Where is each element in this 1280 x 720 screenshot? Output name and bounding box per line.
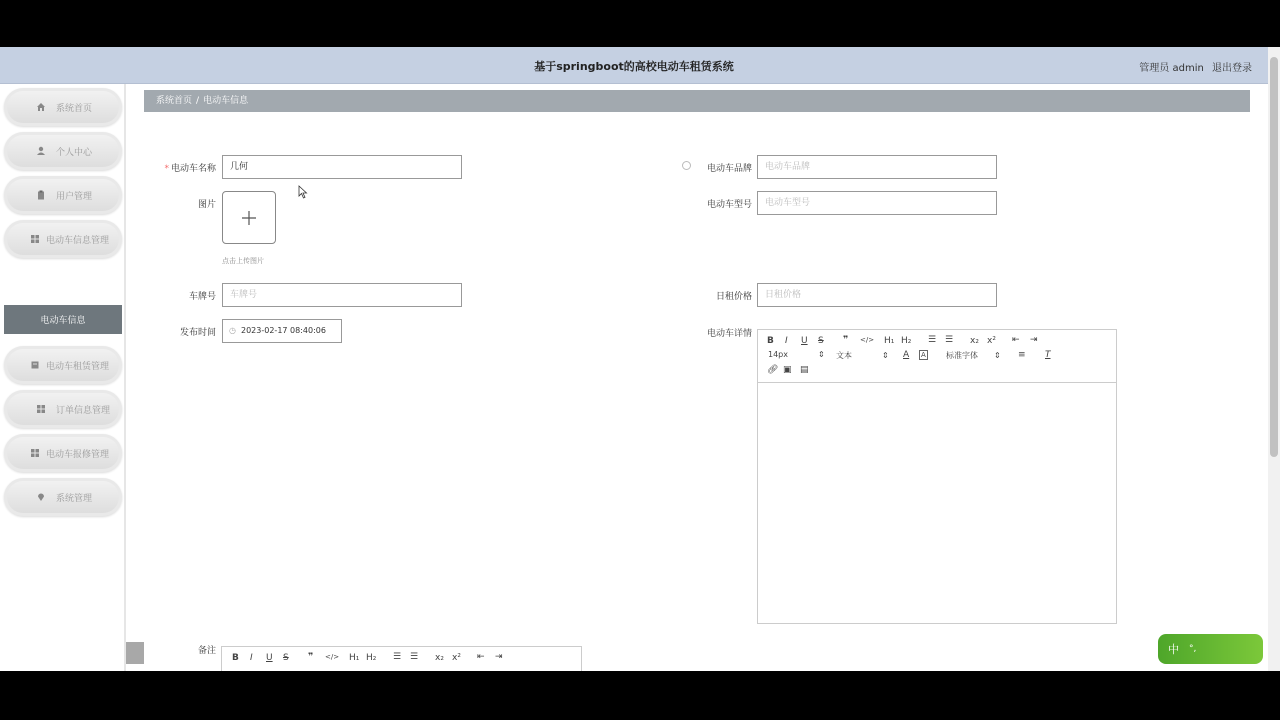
app-title: 基于springboot的高校电动车租赁系统 [534,60,734,73]
sidebar-item-bike-info[interactable] [4,220,122,258]
outdent-button[interactable]: ⇤ [1012,335,1020,345]
daily-price-input[interactable]: 日租价格 [757,283,997,307]
sidebar-item-rental[interactable] [4,346,122,384]
breadcrumb-home[interactable]: 系统首页 [156,96,193,106]
code-button[interactable]: </> [860,336,875,344]
outdent-button[interactable]: ⇤ [477,652,485,662]
remark-editor [221,646,582,671]
plate-label: 车牌号 [188,292,216,302]
user-icon [34,144,48,158]
daily-price-label: 日租价格 [715,292,752,302]
submenu-bike-info[interactable]: 电动车信息 [4,305,122,334]
underline-button[interactable]: U [801,336,808,346]
clipboard-icon [34,188,48,202]
details-editor [757,329,1117,624]
brand-label: 电动车品牌 [706,164,752,174]
editor-toolbar [758,330,1116,383]
bold-button[interactable]: B [767,336,774,346]
details-label: 电动车详情 [706,329,752,339]
publish-time-label: 发布时间 [179,328,216,338]
superscript-button[interactable]: x² [987,336,996,346]
clear-format-button[interactable]: T [1045,350,1051,360]
publish-time-input[interactable]: ◷ 2023-02-17 08:40:06 [222,319,342,343]
sidebar-item-label: 订单信息管理 [56,405,111,416]
home-icon [34,100,48,114]
remark-label: 备注 [197,646,216,656]
image-upload-button[interactable] [222,191,276,244]
ordered-list-button[interactable]: ☰ [928,335,937,345]
grid-icon [34,402,48,416]
sidebar-scroll-handle[interactable] [126,642,144,664]
background-color-button[interactable]: A [921,351,926,359]
link-icon[interactable]: 🔗︎ [767,365,779,375]
brand-input[interactable]: 电动车品牌 [757,155,997,179]
image-label: 图片 [197,200,216,210]
video-icon[interactable]: ▤ [800,365,809,375]
sidebar-item-repair[interactable] [4,434,122,472]
h2-button[interactable]: H₂ [366,653,377,663]
quote-button[interactable]: ❞ [843,335,849,345]
strike-button[interactable]: S [818,336,824,346]
model-input[interactable]: 电动车型号 [757,191,997,215]
sidebar-item-label: 系统首页 [56,103,93,114]
italic-button[interactable]: I [250,653,253,663]
logout-link[interactable]: 退出登录 [1212,63,1252,74]
breadcrumb-separator: / [196,96,200,106]
indent-button[interactable]: ⇥ [495,652,503,662]
ime-punctuation-icon: °, [1189,644,1197,654]
sidebar-item-label: 电动车租赁管理 [46,361,110,372]
scrollbar-thumb[interactable] [1270,57,1278,457]
image-icon[interactable]: ▣ [783,365,792,375]
app-window [0,47,1280,671]
sidebar [0,84,126,671]
mouse-cursor-icon [298,184,308,203]
sidebar-item-orders[interactable] [4,390,122,428]
strike-button[interactable]: S [283,653,289,663]
bullet-list-button[interactable]: ☰ [945,335,954,345]
h2-button[interactable]: H₂ [901,336,912,346]
model-label: 电动车型号 [706,200,752,210]
ime-toolbar[interactable] [1158,634,1263,664]
plus-icon [240,209,258,227]
subscript-button[interactable]: x₂ [970,336,979,346]
superscript-button[interactable]: x² [452,653,461,663]
quote-button[interactable]: ❞ [308,652,314,662]
breadcrumb-current: 电动车信息 [203,96,249,106]
upload-hint: 点击上传图片 [222,257,264,265]
sidebar-item-label: 用户管理 [56,191,93,202]
name-label: * 电动车名称 [164,164,216,174]
code-button[interactable]: </> [325,653,340,661]
ime-mode-label: 中 [1168,643,1179,656]
sidebar-item-system[interactable] [4,478,122,516]
user-label: 管理员 admin [1139,63,1204,74]
user-area [1134,59,1252,74]
subscript-button[interactable]: x₂ [435,653,444,663]
font-size-select[interactable]: 14px ⇕ [768,350,825,359]
vertical-scrollbar[interactable] [1268,47,1280,671]
sidebar-item-label: 个人中心 [56,147,93,158]
plate-input[interactable]: 车牌号 [222,283,462,307]
h1-button[interactable]: H₁ [884,336,895,346]
sidebar-item-profile[interactable] [4,132,122,170]
font-family-select[interactable]: 标准字体 ⇕ [946,351,1001,360]
document-icon [28,358,42,372]
sidebar-item-label: 系统管理 [56,493,93,504]
text-type-select[interactable]: 文本 ⇕ [836,351,889,360]
sidebar-item-label: 电动车信息管理 [46,235,110,246]
sidebar-item-users[interactable] [4,176,122,214]
italic-button[interactable]: I [785,336,788,346]
grid-icon [28,232,42,246]
indent-button[interactable]: ⇥ [1030,335,1038,345]
name-input[interactable]: 几何 [222,155,462,179]
header-bar [0,47,1268,84]
underline-button[interactable]: U [266,653,273,663]
bold-button[interactable]: B [232,653,239,663]
bullet-list-button[interactable]: ☰ [410,652,419,662]
location-icon [34,490,48,504]
ordered-list-button[interactable]: ☰ [393,652,402,662]
clock-icon: ◷ [229,326,236,335]
font-color-button[interactable]: A [903,350,910,360]
h1-button[interactable]: H₁ [349,653,360,663]
sidebar-item-label: 电动车报修管理 [46,449,110,460]
align-button[interactable]: ≡ [1018,350,1026,360]
sidebar-item-home[interactable] [4,88,122,126]
breadcrumb [144,90,1250,112]
grid-icon [28,446,42,460]
